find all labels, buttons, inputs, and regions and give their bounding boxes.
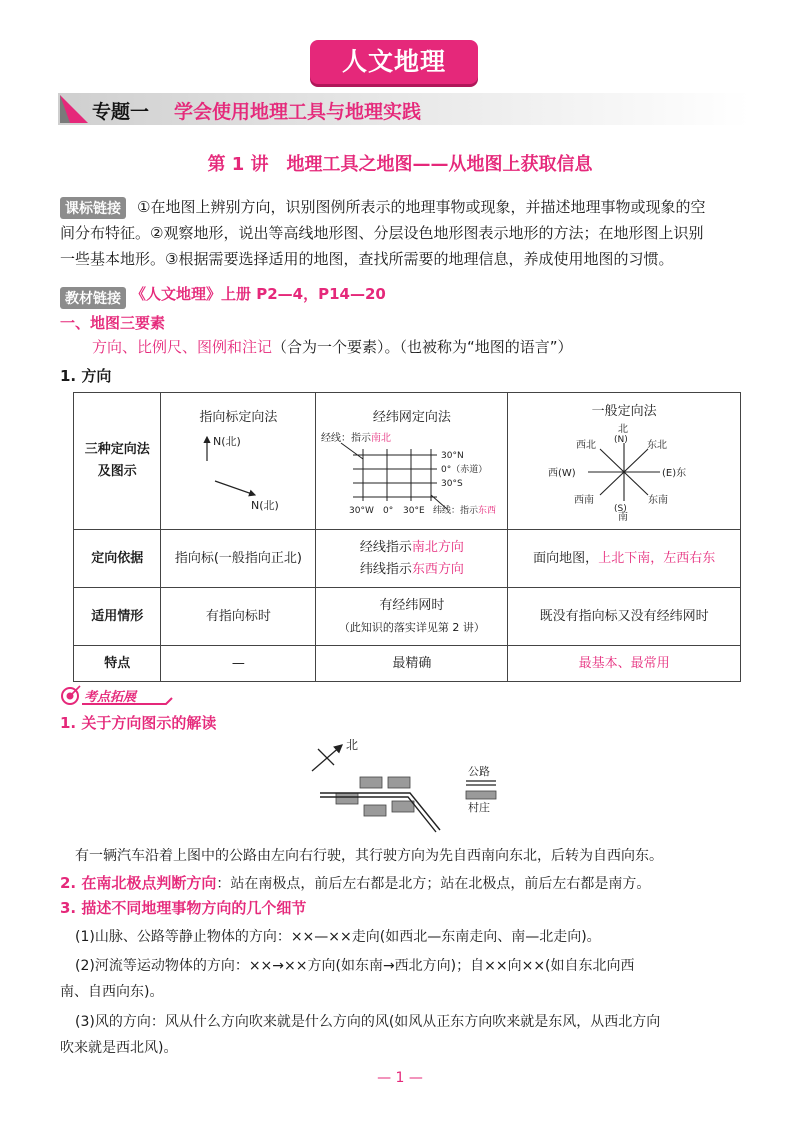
map-elements-line [92,336,573,357]
curriculum-line-1: ①在地图上辨别方向，识别图例所表示的地理事物或现象，并描述地理事物或现象的空 [137,198,706,216]
expansion-label: 考点拓展 [84,690,137,705]
north-label-1: N(北) [213,435,242,448]
usage-grid-line-2: （此知识的落实详见第 2 讲） [338,620,485,634]
feature-grid: 最精确 [316,646,508,682]
lon-30e: 30°E [402,506,425,516]
basis-general: 面向地图，上北下南，左西右东 [508,530,741,588]
lon-30w: 30°W [348,506,374,516]
feature-arrow: — [161,646,316,682]
chapter-banner: 人文地理 [310,40,478,84]
north-arrow-icon [215,481,255,495]
compass-sw: 西南 [574,495,595,506]
lat-30s: 30°S [440,479,463,489]
lecture-title: 第 1 讲 地理工具之地图——从地图上获取信息 [207,154,593,175]
row-header-feature: 特点 [74,646,161,682]
road-direction-diagram [300,735,530,845]
basis-grid [316,530,508,588]
col-header-arrow: 指向标定向法 [199,410,278,425]
curriculum-line-3: 一些基本地形。③根据需要选择适用的地图，查找所需要的地理信息，养成使用地图的习惯。 [60,250,674,268]
usage-grid-line-1: 有经纬网时 [379,597,445,613]
compass-n-en: (N) [614,435,628,445]
expansion-header [60,684,180,710]
expansion-text-2: ：站在南极点，前后左右都是北方；站在北极点，前后左右都是南方。 [216,876,651,892]
usage-arrow: 有指向标时 [161,588,316,646]
curriculum-tag: 课标链接 [60,197,126,219]
topic-title: 学会使用地理工具与地理实践 [174,101,422,123]
expansion-heading-2: 2. 在南北极点判断方向 [60,874,217,892]
compass-se: 东南 [648,495,669,506]
detail-item-3-cont: 吹来就是西北风)。 [60,1040,178,1056]
table-row [74,530,741,588]
expansion-paragraph: 有一辆汽车沿着上图中的公路由左向右行驶，其行驶方向为先自西南向东北，后转为自西向东。 [75,848,663,864]
meridian-note: 经线：指示南北 [320,433,391,444]
row-header-basis: 定向依据 [74,530,161,588]
textbook-tag: 教材链接 [60,287,126,309]
table-row [74,646,741,682]
detail-item-1: (1)山脉、公路等静止物体的方向：××—××走向(如西北—东南走向、南—北走向)。 [75,929,601,945]
legend-village: 村庄 [468,801,490,814]
textbook-reference: 《人文地理》上册 P2—4，P14—20 [131,285,386,303]
map-elements-note: （合为一个要素）。（也被称为“地图的语言”） [272,338,573,356]
map-elements: 方向、比例尺、图例和注记 [92,338,273,356]
table-row [74,588,741,646]
expansion-heading-3: 3. 描述不同地理事物方向的几个细节 [60,899,307,917]
basis-grid-line-1: 经线指示南北方向 [359,539,464,555]
compass-s-en: (S) [614,504,627,514]
row-header-usage: 适用情形 [74,588,161,646]
row-header-line: 三种定向法 [84,442,150,457]
lat-30n: 30°N [440,451,464,461]
lon-0: 0° [382,506,394,516]
detail-item-2-cont: 南、自西向东)。 [60,984,164,1000]
section-heading: 一、地图三要素 [60,314,166,332]
detail-item-2: (2)河流等运动物体的方向：××→××方向(如东南→西北方向)；自××向××(如自东北向西 [75,958,635,974]
col-header-general: 一般定向法 [591,404,657,419]
row-header-methods [74,393,161,530]
table-row [74,393,741,530]
grid-method-cell [316,393,508,530]
page-number: — 1 — [377,1070,423,1086]
topic-label: 专题一 [92,101,150,123]
legend-village-icon [466,791,496,799]
compass-s: 南 [618,512,629,521]
lat-lon-grid-diagram [317,429,507,519]
curriculum-line-2: 间分布特征。②观察地形，说出等高线地形图、分层设色地形图表示地形的方法；在地形图上识别 [60,224,704,242]
topic-triangle-icon [58,93,90,125]
usage-grid [316,588,508,646]
expansion-heading-1: 1. 关于方向图示的解读 [60,714,217,732]
expansion-item-2 [60,870,650,897]
parallel-note: 纬线：指示东西 [432,506,496,516]
feature-general: 最基本、最常用 [508,646,741,682]
detail-item-3: (3)风的方向：风从什么方向吹来就是什么方向的风(如风从正东方向吹来就是东风，从西北方向 [75,1014,661,1030]
basis-arrow: 指向标(一般指向正北) [161,530,316,588]
compass-n: 北 [618,424,629,435]
lat-equator: 0°（赤道） [440,465,488,475]
compass-rose-diagram [534,423,714,521]
compass-nw: 西北 [576,440,597,451]
col-header-grid: 经纬网定向法 [372,410,451,425]
usage-general: 既没有指向标又没有经纬网时 [508,588,741,646]
subsection-heading: 1. 方向 [60,367,112,385]
compass-e: (E)东 [662,468,687,479]
north-arrow-diagram [163,429,313,515]
north-label-2: N(北) [251,499,280,512]
row-header-line: 及图示 [97,464,137,479]
diagram-north: 北 [346,738,359,752]
general-method-cell [508,393,741,530]
legend-road: 公路 [468,765,490,778]
basis-grid-line-2: 纬线指示东西方向 [359,561,464,577]
compass-w: 西(W) [548,468,576,479]
arrow-method-cell [161,393,316,530]
direction-table [73,392,741,682]
compass-ne: 东北 [647,440,668,451]
